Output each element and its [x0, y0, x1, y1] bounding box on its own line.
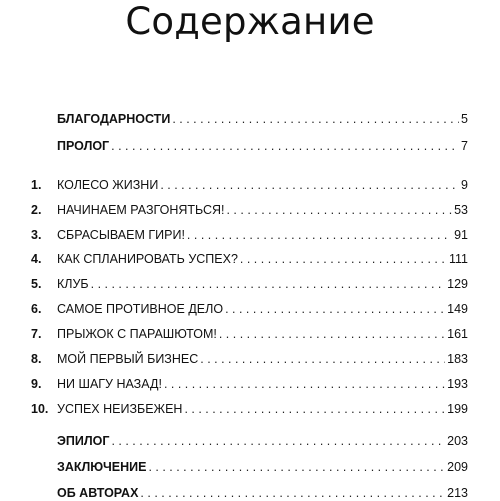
- dot-leader: [225, 301, 445, 317]
- toc-entry-chapter-3[interactable]: [0, 227, 500, 243]
- toc-entry-chapter-5[interactable]: [0, 276, 500, 292]
- dot-leader: [200, 351, 445, 367]
- toc-entry-page: 53: [454, 203, 468, 217]
- toc-entry-label: СБРАСЫВАЕМ ГИРИ!: [57, 228, 185, 242]
- toc-entry-page: 9: [461, 178, 468, 192]
- toc-entry-label: САМОЕ ПРОТИВНОЕ ДЕЛО: [57, 302, 224, 316]
- toc-entry-label: ЭПИЛОГ: [57, 434, 110, 448]
- toc-entry-page: 5: [461, 112, 468, 126]
- toc-entry-page: 129: [447, 277, 468, 291]
- chapter-number: 10.: [31, 402, 49, 416]
- toc-entry-acknowledgements[interactable]: [0, 111, 500, 127]
- toc-entry-label: УСПЕХ НЕИЗБЕЖЕН: [57, 402, 183, 416]
- chapter-number: 6.: [31, 302, 42, 316]
- toc-entry-chapter-7[interactable]: [0, 326, 500, 342]
- toc-entry-epilogue[interactable]: [0, 433, 500, 449]
- toc-entry-page: 203: [447, 434, 468, 448]
- toc-entry-label: НИ ШАГУ НАЗАД!: [57, 377, 162, 391]
- dot-leader: [140, 485, 445, 501]
- toc-entry-chapter-6[interactable]: [0, 301, 500, 317]
- toc-entry-chapter-4[interactable]: [0, 251, 500, 267]
- toc-entry-prologue[interactable]: [0, 138, 500, 154]
- toc-entry-page: 111: [448, 252, 468, 266]
- dot-leader: [240, 251, 447, 267]
- page-title: Содержание: [125, 0, 375, 43]
- toc-entry-page: 149: [447, 302, 468, 316]
- toc-entry-label: НАЧИНАЕМ РАЗГОНЯТЬСЯ!: [57, 203, 225, 217]
- toc-entry-chapter-8[interactable]: [0, 351, 500, 367]
- dot-leader: [184, 401, 445, 417]
- toc-entry-page: 209: [447, 460, 468, 474]
- chapter-number: 7.: [31, 327, 42, 341]
- chapter-number: 8.: [31, 352, 42, 366]
- toc-entry-page: 7: [461, 139, 468, 153]
- dot-leader: [172, 111, 459, 127]
- toc-entry-page: 91: [454, 228, 468, 242]
- dot-leader: [111, 433, 445, 449]
- dot-leader: [219, 326, 445, 342]
- dot-leader: [148, 459, 445, 475]
- toc-entry-page: 213: [447, 486, 468, 500]
- chapter-number: 3.: [31, 228, 42, 242]
- toc-entry-chapter-2[interactable]: [0, 202, 500, 218]
- toc-entry-label: ПРОЛОГ: [57, 139, 110, 153]
- toc-entry-chapter-9[interactable]: [0, 376, 500, 392]
- toc-entry-label: КАК СПЛАНИРОВАТЬ УСПЕХ?: [57, 252, 238, 266]
- chapter-number: 2.: [31, 203, 42, 217]
- toc-entry-page: 193: [447, 377, 468, 391]
- chapter-number: 4.: [31, 252, 42, 266]
- dot-leader: [187, 227, 452, 243]
- toc-entry-conclusion[interactable]: [0, 459, 500, 475]
- toc-entry-about-authors[interactable]: [0, 485, 500, 501]
- dot-leader: [226, 202, 452, 218]
- toc-entry-chapter-1[interactable]: [0, 177, 500, 193]
- toc-entry-page: 183: [447, 352, 468, 366]
- toc-entry-label: МОЙ ПЕРВЫЙ БИЗНЕС: [57, 352, 199, 366]
- toc-entry-label: ОБ АВТОРАХ: [57, 486, 139, 500]
- chapter-number: 9.: [31, 377, 42, 391]
- dot-leader: [160, 177, 459, 193]
- dot-leader: [111, 138, 459, 154]
- toc-entry-page: 161: [447, 327, 468, 341]
- toc-entry-chapter-10[interactable]: [0, 401, 500, 417]
- toc-entry-label: КОЛЕСО ЖИЗНИ: [57, 178, 159, 192]
- toc-entry-label: БЛАГОДАРНОСТИ: [57, 112, 171, 126]
- toc-entry-label: ПРЫЖОК С ПАРАШЮТОМ!: [57, 327, 217, 341]
- chapter-number: 1.: [31, 178, 42, 192]
- chapter-number: 5.: [31, 277, 42, 291]
- dot-leader: [91, 276, 446, 292]
- toc-entry-page: 199: [447, 402, 468, 416]
- dot-leader: [164, 376, 445, 392]
- toc-entry-label: КЛУБ: [57, 277, 89, 291]
- toc-entry-label: ЗАКЛЮЧЕНИЕ: [57, 460, 147, 474]
